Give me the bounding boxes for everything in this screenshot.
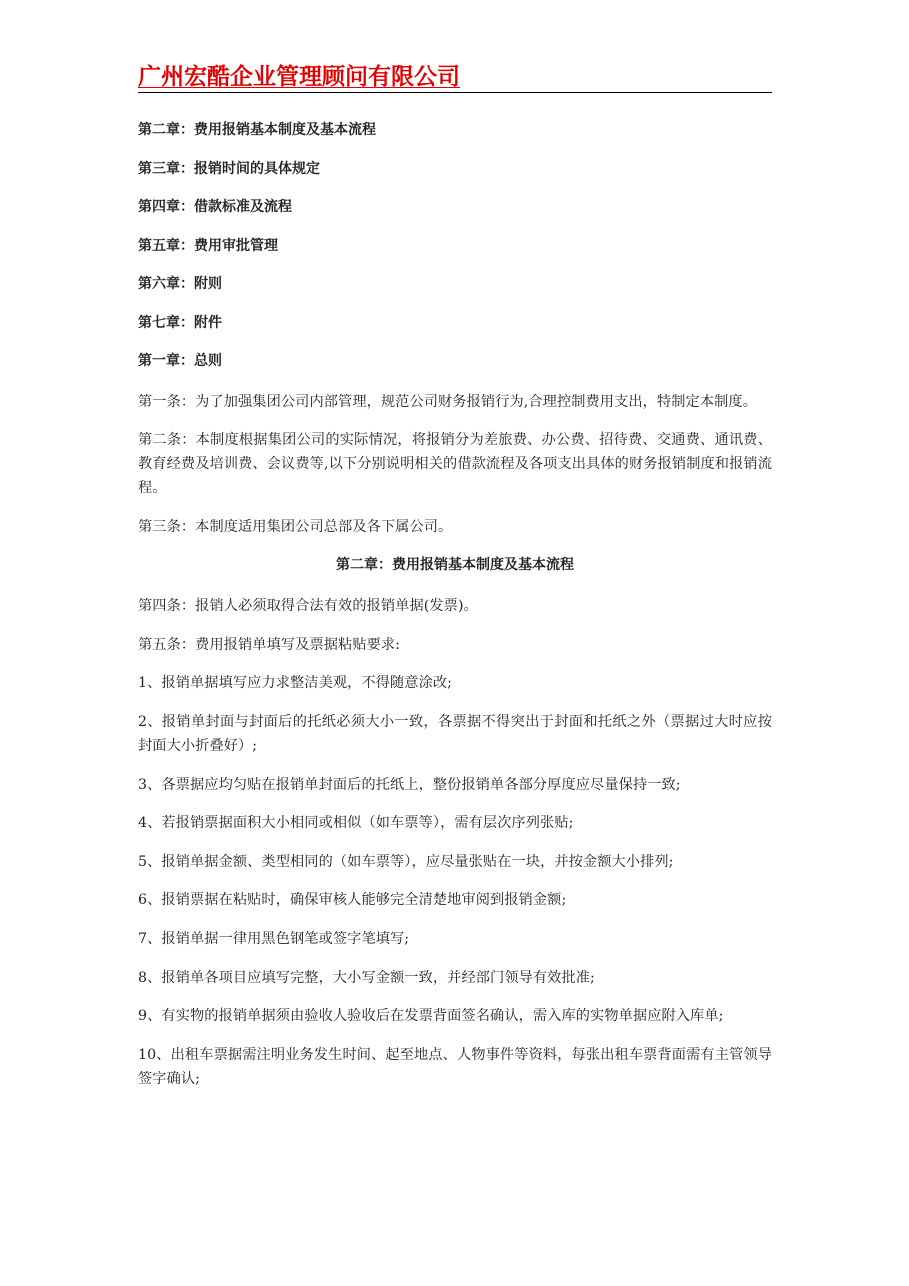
chapter-1-section [138, 390, 772, 539]
list-item: 4、若报销票据面积大小相同或相似（如车票等），需有层次序列张贴; [138, 815, 574, 832]
chapter-heading: 第二章：费用报销基本制度及基本流程 [336, 557, 574, 574]
toc-item: 第四章：借款标准及流程 [138, 199, 292, 215]
article: 第五条：费用报销单填写及票据粘贴要求: [138, 636, 401, 653]
list-item: 5、报销单据金额、类型相同的（如车票等），应尽量张贴在一块，并按金额大小排列; [138, 853, 674, 870]
article: 第二条：本制度根据集团公司的实际情况，将报销分为差旅费、办公费、招待费、交通费、通讯费、教育经费及培训费、会议费等,以下分别说明相关的借款流程及各项支出具体的财务报销制度和报销流程。 [138, 432, 772, 497]
list-item: 9、有实物的报销单据须由验收人验收后在发票背面签名确认，需入库的实物单据应附入库单; [138, 1008, 724, 1025]
article: 第一条：为了加强集团公司内部管理，规范公司财务报销行为,合理控制费用支出，特制定本制度。 [138, 393, 757, 410]
table-of-contents [138, 120, 772, 371]
article: 第三条：本制度适用集团公司总部及各下属公司。 [138, 518, 453, 535]
chapter-2-section [138, 553, 772, 1091]
company-name: 广州宏酷企业管理顾问有限公司 [138, 64, 460, 90]
chapter-heading: 第一章：总则 [138, 353, 222, 369]
toc-item: 第七章：附件 [138, 314, 222, 331]
toc-item: 第五章：费用审批管理 [138, 237, 278, 254]
list-item: 8、报销单各项目应填写完整，大小写金额一致，并经部门领导有效批准; [138, 969, 595, 986]
toc-item: 第六章：附则 [138, 276, 222, 292]
list-item: 10、出租车票据需注明业务发生时间、起至地点、人物事件等资料，每张出租车票背面需有主管领导签字确认; [138, 1046, 772, 1087]
page-header [138, 62, 772, 93]
toc-item: 第三章：报销时间的具体规定 [138, 160, 320, 177]
article: 第四条：报销人必须取得合法有效的报销单据(发票)。 [138, 598, 478, 615]
list-item: 6、报销票据在粘贴时，确保审核人能够完全清楚地审阅到报销金额; [138, 892, 567, 909]
list-item: 2、报销单封面与封面后的托纸必须大小一致，各票据不得突出于封面和托纸之外（票据过大时应按封面大小折叠好）; [138, 714, 772, 755]
toc-item: 第二章：费用报销基本制度及基本流程 [138, 122, 376, 138]
list-item: 3、各票据应均匀贴在报销单封面后的托纸上，整份报销单各部分厚度应尽量保持一致; [138, 776, 681, 793]
document-body [138, 120, 772, 1105]
list-item: 7、报销单据一律用黑色钢笔或签字笔填写; [138, 931, 410, 948]
list-item: 1、报销单据填写应力求整洁美观，不得随意涂改; [138, 675, 453, 692]
